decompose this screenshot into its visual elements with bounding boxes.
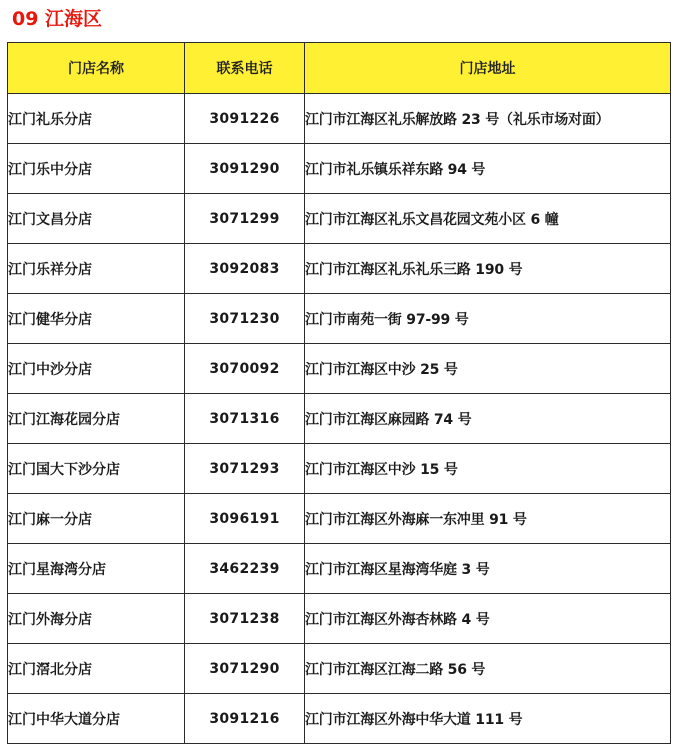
table-row	[8, 694, 671, 744]
store-name-cell: 江门星海湾分店	[8, 544, 185, 594]
address-cell: 江门市江海区礼乐礼乐三路 190 号	[305, 244, 671, 294]
address-cell: 江门市江海区外海杏林路 4 号	[305, 594, 671, 644]
phone-cell: 3091216	[185, 694, 305, 744]
phone-cell: 3091226	[185, 94, 305, 144]
address-cell: 江门市江海区麻园路 74 号	[305, 394, 671, 444]
store-name-cell: 江门江海花园分店	[8, 394, 185, 444]
phone-cell: 3071238	[185, 594, 305, 644]
table-row	[8, 144, 671, 194]
table-row	[8, 344, 671, 394]
phone-cell: 3071299	[185, 194, 305, 244]
address-cell: 江门市江海区外海中华大道 111 号	[305, 694, 671, 744]
store-name-cell: 江门乐祥分店	[8, 244, 185, 294]
table-row	[8, 394, 671, 444]
header-row	[8, 43, 671, 94]
table-row	[8, 644, 671, 694]
table-row	[8, 294, 671, 344]
store-name-cell: 江门外海分店	[8, 594, 185, 644]
store-name-cell: 江门麻一分店	[8, 494, 185, 544]
table-header	[8, 43, 671, 94]
table-row	[8, 244, 671, 294]
table-row	[8, 494, 671, 544]
address-cell: 江门市江海区星海湾华庭 3 号	[305, 544, 671, 594]
store-name-cell: 江门健华分店	[8, 294, 185, 344]
phone-cell: 3070092	[185, 344, 305, 394]
table-row	[8, 194, 671, 244]
store-name-cell: 江门礼乐分店	[8, 94, 185, 144]
address-cell: 江门市南苑一街 97-99 号	[305, 294, 671, 344]
header-phone: 联系电话	[185, 43, 305, 94]
store-name-cell: 江门中沙分店	[8, 344, 185, 394]
store-name-cell: 江门中华大道分店	[8, 694, 185, 744]
address-cell: 江门市江海区中沙 25 号	[305, 344, 671, 394]
table-row	[8, 444, 671, 494]
address-cell: 江门市礼乐镇乐祥东路 94 号	[305, 144, 671, 194]
phone-cell: 3071293	[185, 444, 305, 494]
phone-cell: 3091290	[185, 144, 305, 194]
header-address: 门店地址	[305, 43, 671, 94]
store-name-cell: 江门文昌分店	[8, 194, 185, 244]
store-table	[7, 42, 671, 744]
table-row	[8, 544, 671, 594]
store-name-cell: 江门国大下沙分店	[8, 444, 185, 494]
phone-cell: 3096191	[185, 494, 305, 544]
phone-cell: 3071316	[185, 394, 305, 444]
address-cell: 江门市江海区中沙 15 号	[305, 444, 671, 494]
address-cell: 江门市江海区外海麻一东冲里 91 号	[305, 494, 671, 544]
phone-cell: 3071290	[185, 644, 305, 694]
phone-cell: 3462239	[185, 544, 305, 594]
header-store-name: 门店名称	[8, 43, 185, 94]
phone-cell: 3092083	[185, 244, 305, 294]
address-cell: 江门市江海区江海二路 56 号	[305, 644, 671, 694]
address-cell: 江门市江海区礼乐解放路 23 号（礼乐市场对面）	[305, 94, 671, 144]
store-name-cell: 江门滘北分店	[8, 644, 185, 694]
section-title: 09 江海区	[12, 8, 103, 30]
table-row	[8, 94, 671, 144]
address-cell: 江门市江海区礼乐文昌花园文苑小区 6 幢	[305, 194, 671, 244]
table-row	[8, 594, 671, 644]
table-body	[8, 94, 671, 744]
store-name-cell: 江门乐中分店	[8, 144, 185, 194]
phone-cell: 3071230	[185, 294, 305, 344]
